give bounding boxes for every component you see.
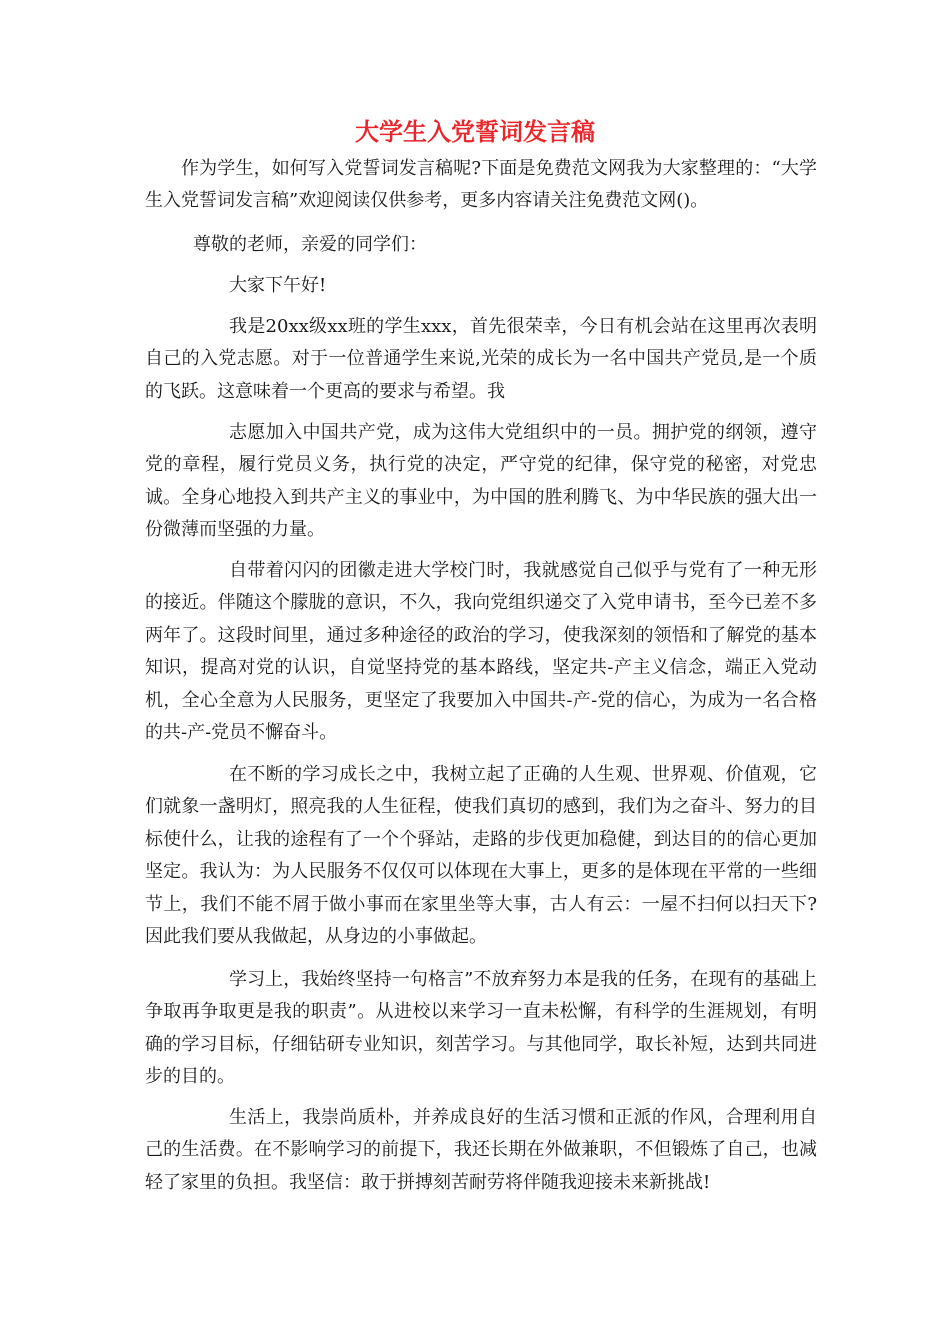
body-paragraph: 在不断的学习成长之中，我树立起了正确的人生观、世界观、价值观，它们就象一盏明灯，照亮我的人生征程，使我们真切的感到，我们为之奋斗、努力的目标使什么，让我的途程有了一个个驿站，走路的步伐更加稳健，到达目的的信心更加坚定。我认为：为人民服务不仅仅可以体现在大事上，更多的是体现在平常的一些细节上，我们不能不屑于做小事而在家里坐等大事，古人有云：一屋不扫何以扫天下?因此我们要从我做起，从身边的小事做起。 bbox=[145, 764, 817, 948]
hello-line: 大家下午好! bbox=[229, 275, 327, 296]
body-paragraph: 志愿加入中国共产党，成为这伟大党组织中的一员。拥护党的纲领，遵守党的章程，履行党员义务，执行党的决定，严守党的纪律，保守党的秘密，对党忠诚。全身心地投入到共产主义的事业中，为中国的胜利腾飞、为中华民族的强大出一份微薄而坚强的力量。 bbox=[145, 422, 817, 541]
body-paragraph: 我是20xx级xx班的学生xxx，首先很荣幸，今日有机会站在这里再次表明自己的入党志愿。对于一位普通学生来说,光荣的成长为一名中国共产党员,是一个质的飞跃。这意味着一个更高的要求与希望。我 bbox=[145, 316, 817, 402]
body-paragraph: 学习上，我始终坚持一句格言”不放弃努力本是我的任务，在现有的基础上争取再争取更是我的职责”。从进校以来学习一直未松懈，有科学的生涯规划，有明确的学习目标，仔细钻研专业知识，刻苦学习。与其他同学，取长补短，达到共同进步的目的。 bbox=[145, 969, 817, 1088]
intro-paragraph: 作为学生，如何写入党誓词发言稿呢?下面是免费范文网我为大家整理的：“大学生入党誓词发言稿”欢迎阅读仅供参考，更多内容请关注免费范文网()。 bbox=[145, 158, 817, 212]
document-title: 大学生入党誓词发言稿 bbox=[355, 118, 595, 146]
body-paragraph: 自带着闪闪的团徽走进大学校门时，我就感觉自己似乎与党有了一种无形的接近。伴随这个朦胧的意识，不久，我向党组织递交了入党申请书，至今已差不多两年了。这段时间里，通过多种途径的政治的学习，使我深刻的领悟和了解党的基本知识，提高对党的认识，自觉坚持党的基本路线，坚定共-产主义信念，端正入党动机，全心全意为人民服务，更坚定了我要加入中国共-产-党的信心，为成为一名合格的共-产-党员不懈奋斗。 bbox=[145, 560, 817, 744]
body-paragraph: 生活上，我崇尚质朴，并养成良好的生活习惯和正派的作风，合理利用自己的生活费。在不影响学习的前提下，我还长期在外做兼职，不但锻炼了自己，也减轻了家里的负担。我坚信：敢于拼搏刻苦耐劳将伴随我迎接未来新挑战! bbox=[145, 1107, 817, 1193]
greeting-line: 尊敬的老师，亲爱的同学们： bbox=[193, 234, 427, 255]
